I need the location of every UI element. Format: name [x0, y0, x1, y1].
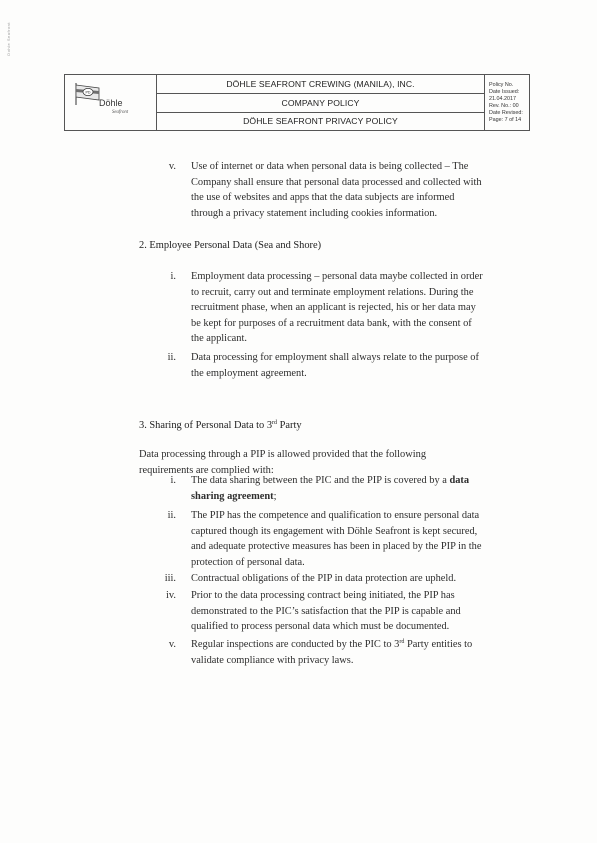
- section-heading: 2. Employee Personal Data (Sea and Shore): [139, 240, 322, 251]
- list-item: [191, 588, 525, 635]
- text-line: demonstrated to the PIC’s satisfaction that the PIP is capable and: [191, 605, 461, 617]
- text-line: captured though its engagement with Döhle Seafront is kept secured,: [191, 525, 478, 537]
- list-number: iv.: [165, 590, 176, 601]
- text-line: through a privacy statement including cookies information.: [191, 207, 438, 219]
- text-line: sharing agreement;: [191, 490, 277, 502]
- date-issued: Date Issued: 21.04.2017: [489, 88, 520, 102]
- list-number: v.: [168, 639, 176, 650]
- svg-text:PD: PD: [85, 90, 91, 95]
- document-header: [64, 74, 530, 131]
- policy-meta: [489, 82, 533, 123]
- text-line: The PIP has the competence and qualification to ensure personal data: [191, 510, 480, 521]
- text-line: The data sharing between the PIC and the PIP is covered by a data: [191, 475, 470, 486]
- list-number: i.: [170, 271, 176, 282]
- text-line: the use of websites and apps that the data subjects are informed: [191, 192, 455, 204]
- text-line: Data processing for employment shall always relate to the purpose of: [191, 352, 479, 363]
- text-line: and adequate protective measures has been in placed by the PIP in the: [191, 541, 482, 553]
- list-item: [191, 159, 525, 221]
- text-line: to recruit, carry out and terminate employment relations. During the: [191, 286, 474, 298]
- list-item: [191, 571, 525, 587]
- list-number: i.: [170, 475, 176, 486]
- text-line: validate compliance with privacy laws.: [191, 654, 354, 666]
- text-line: Regular inspections are conducted by the PIC to 3rd Party entities to: [191, 639, 473, 650]
- document-title: DÖHLE SEAFRONT PRIVACY POLICY: [157, 112, 484, 130]
- text-line: Employment data processing – personal data maybe collected in order: [191, 271, 483, 282]
- date-revised: Date Revised:: [489, 109, 523, 116]
- text-line: Data processing through a PIP is allowed provided that the following: [139, 449, 427, 460]
- list-item: [191, 508, 525, 570]
- text-line: protection of personal data.: [191, 556, 305, 568]
- document-category: COMPANY POLICY: [157, 93, 484, 111]
- list-number: iii.: [164, 573, 176, 584]
- text-line: recruitment phase, when an applicant is rejected, his or her data may: [191, 302, 476, 314]
- text-line: the applicant.: [191, 333, 247, 345]
- list-item: [191, 269, 525, 347]
- header-titles: [157, 75, 485, 130]
- section-heading: 3. Sharing of Personal Data to 3rd Party: [139, 420, 302, 431]
- list-item: [191, 473, 525, 504]
- list-number: v.: [168, 161, 176, 172]
- text-line: the employment agreement.: [191, 367, 307, 379]
- policy-number: Policy No.: [489, 82, 514, 88]
- logo-cell: [65, 75, 157, 130]
- text-line: Contractual obligations of the PIP in data protection are upheld.: [191, 573, 457, 584]
- text-line: Use of internet or data when personal data is being collected – The: [191, 161, 469, 172]
- text-line: Company shall ensure that personal data processed and collected with: [191, 176, 482, 188]
- page-number: Page: 7 of 14: [489, 116, 522, 123]
- list-item: [191, 637, 525, 668]
- text-line: be kept for purposes of a recruitment data bank, with the consent of: [191, 317, 472, 329]
- text-line: Prior to the data processing contract being initiated, the PIP has: [191, 590, 455, 601]
- logo-subtitle: Seafront: [112, 110, 129, 115]
- logo-name: Döhle: [99, 98, 123, 108]
- text-line: requirements are complied with:: [139, 464, 274, 476]
- list-number: ii.: [167, 510, 176, 521]
- company-name: DÖHLE SEAFRONT CREWING (MANILA), INC.: [226, 79, 415, 90]
- list-item: [191, 350, 525, 381]
- side-watermark: Dohle Seafront: [6, 22, 11, 56]
- list-number: ii.: [167, 352, 176, 363]
- revision-number: Rev. No.: 00: [489, 102, 519, 109]
- text-line: qualified to process personal data which must be documented.: [191, 621, 450, 633]
